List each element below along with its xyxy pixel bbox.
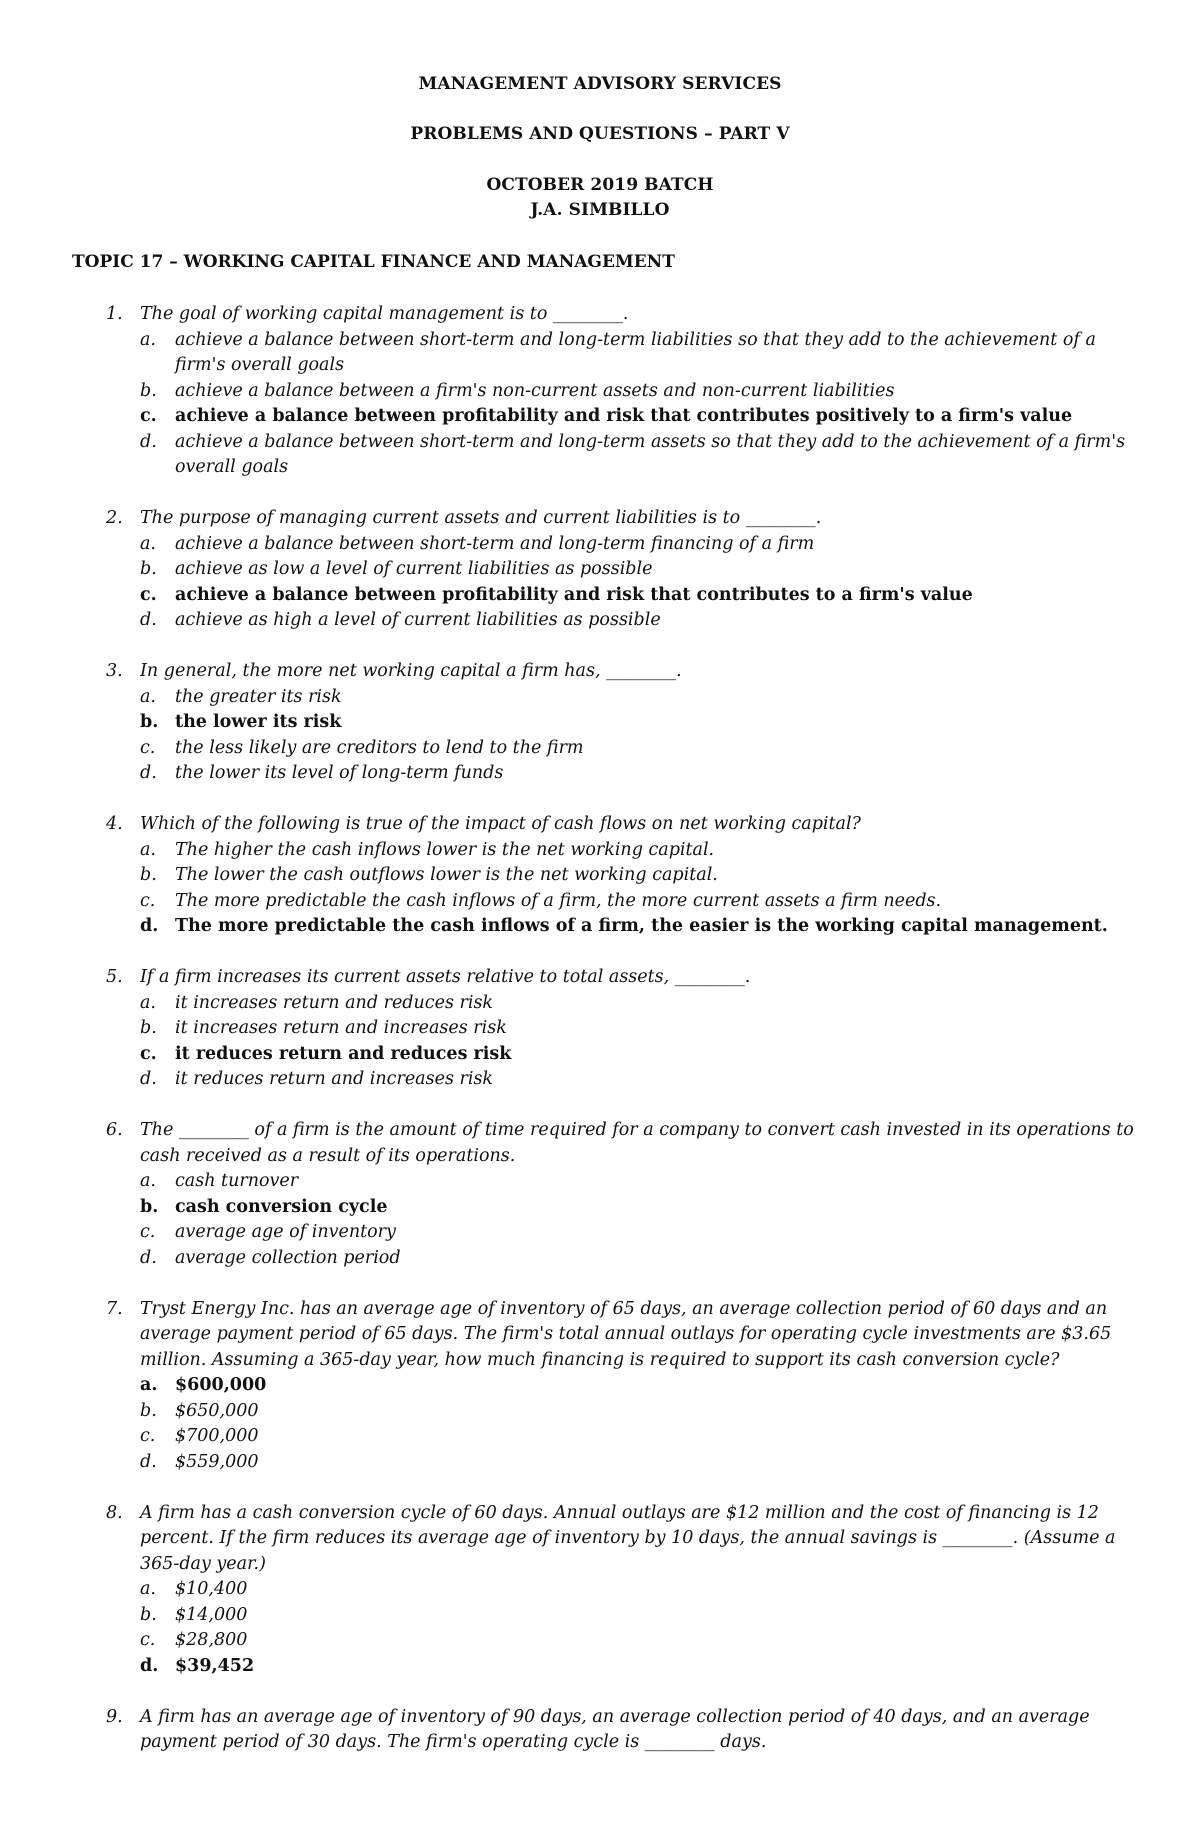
question-text: 365-day year.): [140, 1553, 266, 1574]
question-number: 5.: [106, 967, 123, 987]
question-text: A firm has an average age of inventory of 90 days, an average collection period of 40 days, and an average: [140, 1706, 1090, 1727]
answer-choice: $14,000: [175, 1604, 248, 1625]
answer-choice-correct: cash conversion cycle: [175, 1196, 388, 1217]
answer-choice-letter: b.: [140, 865, 157, 885]
question-text: payment period of 30 days. The firm's operating cycle is ________ days.: [140, 1732, 767, 1752]
answer-choice-correct: $39,452: [175, 1655, 255, 1676]
answer-choice-letter: b.: [140, 1400, 157, 1421]
answer-choice-letter: c.: [140, 1426, 156, 1446]
answer-choice: The more predictable the cash inflows of a firm, the more current assets a firm needs.: [175, 890, 942, 911]
question-text: percent. If the firm reduces its average age of inventory by 10 days, the annual savings is ________. (Assume a: [140, 1528, 1116, 1548]
answer-choice-letter: c.: [140, 1630, 156, 1650]
answer-choice-letter: d.: [140, 1247, 157, 1268]
answer-choice-correct: $600,000: [175, 1375, 267, 1395]
answer-choice-correct: achieve a balance between profitability and risk that contributes to a firm's value: [175, 584, 973, 605]
answer-choice-letter: c.: [140, 890, 156, 911]
question-text: If a firm increases its current assets relative to total assets, ________.: [140, 967, 751, 987]
answer-choice-letter: d.: [140, 763, 157, 783]
answer-choice: $700,000: [175, 1426, 259, 1446]
answer-choice-letter: b.: [140, 380, 157, 401]
answer-choice-letter: d.: [140, 610, 157, 630]
question-text: Which of the following is true of the impact of cash flows on net working capital?: [140, 814, 861, 834]
answer-choice-letter-correct: c.: [140, 1043, 157, 1064]
answer-choice: overall goals: [175, 457, 289, 477]
header-author: J.A. SIMBILLO: [530, 200, 670, 220]
answer-choice: The higher the cash inflows lower is the net working capital.: [175, 839, 715, 860]
answer-choice: achieve as low a level of current liabilities as possible: [175, 559, 653, 579]
question-text: In general, the more net working capital a firm has, ________.: [140, 661, 682, 681]
question-number: 3.: [106, 661, 123, 681]
answer-choice: The lower the cash outflows lower is the net working capital.: [175, 865, 718, 885]
answer-choice-letter: d.: [140, 431, 157, 452]
answer-choice: cash turnover: [175, 1171, 299, 1191]
question-number: 7.: [106, 1298, 123, 1319]
question-number: 2.: [106, 508, 123, 528]
answer-choice-letter: a.: [140, 1171, 156, 1191]
answer-choice-letter-correct: d.: [140, 1655, 159, 1676]
answer-choice: the lower its level of long-term funds: [175, 763, 504, 783]
answer-choice: achieve a balance between short-term and long-term assets so that they add to the achievement of a firm's: [175, 431, 1126, 452]
answer-choice-letter-correct: a.: [140, 1375, 158, 1395]
answer-choice: achieve a balance between short-term and long-term financing of a firm: [175, 533, 815, 554]
answer-choice-correct: the lower its risk: [175, 712, 342, 732]
answer-choice: average age of inventory: [175, 1222, 396, 1242]
header-subtitle: PROBLEMS AND QUESTIONS – PART V: [410, 124, 790, 144]
answer-choice-correct: it reduces return and reduces risk: [175, 1043, 512, 1064]
answer-choice: it reduces return and increases risk: [175, 1069, 494, 1089]
question-text: The goal of working capital management is to ________.: [140, 304, 629, 324]
answer-choice-letter: b.: [140, 1604, 157, 1625]
question-text: The ________ of a firm is the amount of time required for a company to convert cash invested in its operations to: [140, 1120, 1134, 1140]
answer-choice-letter: c.: [140, 737, 156, 758]
answer-choice: $559,000: [175, 1451, 259, 1472]
answer-choice-letter: d.: [140, 1451, 157, 1472]
question-text: average payment period of 65 days. The firm's total annual outlays for operating cycle investments are $3.65: [140, 1324, 1112, 1344]
question-number: 6.: [106, 1120, 123, 1140]
answer-choice-letter: a.: [140, 329, 156, 350]
answer-choice: average collection period: [175, 1247, 401, 1268]
answer-choice-letter: b.: [140, 559, 157, 579]
answer-choice: achieve a balance between short-term and long-term liabilities so that they add to the achievement of a: [175, 329, 1096, 350]
answer-choice-letter: a.: [140, 992, 156, 1013]
answer-choice: achieve as high a level of current liabilities as possible: [175, 610, 661, 630]
answer-choice: $10,400: [175, 1579, 248, 1599]
answer-choice-letter: a.: [140, 1579, 156, 1599]
question-text: Tryst Energy Inc. has an average age of inventory of 65 days, an average collection period of 60 days and an: [140, 1298, 1108, 1319]
answer-choice-letter: a.: [140, 839, 156, 860]
answer-choice: the less likely are creditors to lend to the firm: [175, 737, 584, 758]
question-number: 1.: [106, 304, 123, 324]
answer-choice: $650,000: [175, 1400, 259, 1421]
answer-choice-letter-correct: b.: [140, 1196, 159, 1217]
answer-choice-letter-correct: c.: [140, 406, 157, 426]
answer-choice: $28,800: [175, 1630, 248, 1650]
question-text: million. Assuming a 365-day year, how much financing is required to support its cash conversion cycle?: [140, 1349, 1060, 1370]
question-number: 8.: [106, 1502, 123, 1523]
answer-choice-letter: c.: [140, 1222, 156, 1242]
answer-choice-letter-correct: d.: [140, 916, 159, 936]
answer-choice: achieve a balance between a firm's non-current assets and non-current liabilities: [175, 380, 895, 401]
answer-choice-correct: The more predictable the cash inflows of a firm, the easier is the working capital management.: [175, 916, 1108, 936]
topic-heading: TOPIC 17 – WORKING CAPITAL FINANCE AND MANAGEMENT: [72, 252, 675, 272]
answer-choice-letter: a.: [140, 686, 156, 707]
question-text: The purpose of managing current assets and current liabilities is to ________.: [140, 508, 822, 528]
answer-choice-letter: a.: [140, 533, 156, 554]
question-number: 9.: [106, 1706, 123, 1727]
answer-choice: the greater its risk: [175, 686, 342, 707]
answer-choice-letter-correct: b.: [140, 712, 159, 732]
answer-choice-letter-correct: c.: [140, 584, 157, 605]
answer-choice-letter: b.: [140, 1018, 157, 1038]
question-text: A firm has a cash conversion cycle of 60 days. Annual outlays are $12 million and the cost of financing is 12: [140, 1502, 1099, 1523]
answer-choice-letter: d.: [140, 1069, 157, 1089]
answer-choice: it increases return and reduces risk: [175, 992, 494, 1013]
header-batch: OCTOBER 2019 BATCH: [486, 175, 714, 195]
header-title: MANAGEMENT ADVISORY SERVICES: [418, 74, 782, 94]
answer-choice-correct: achieve a balance between profitability and risk that contributes positively to a firm's value: [175, 406, 1073, 426]
question-text: cash received as a result of its operations.: [140, 1145, 516, 1166]
answer-choice: firm's overall goals: [175, 355, 345, 375]
answer-choice: it increases return and increases risk: [175, 1018, 507, 1038]
question-number: 4.: [106, 814, 123, 834]
